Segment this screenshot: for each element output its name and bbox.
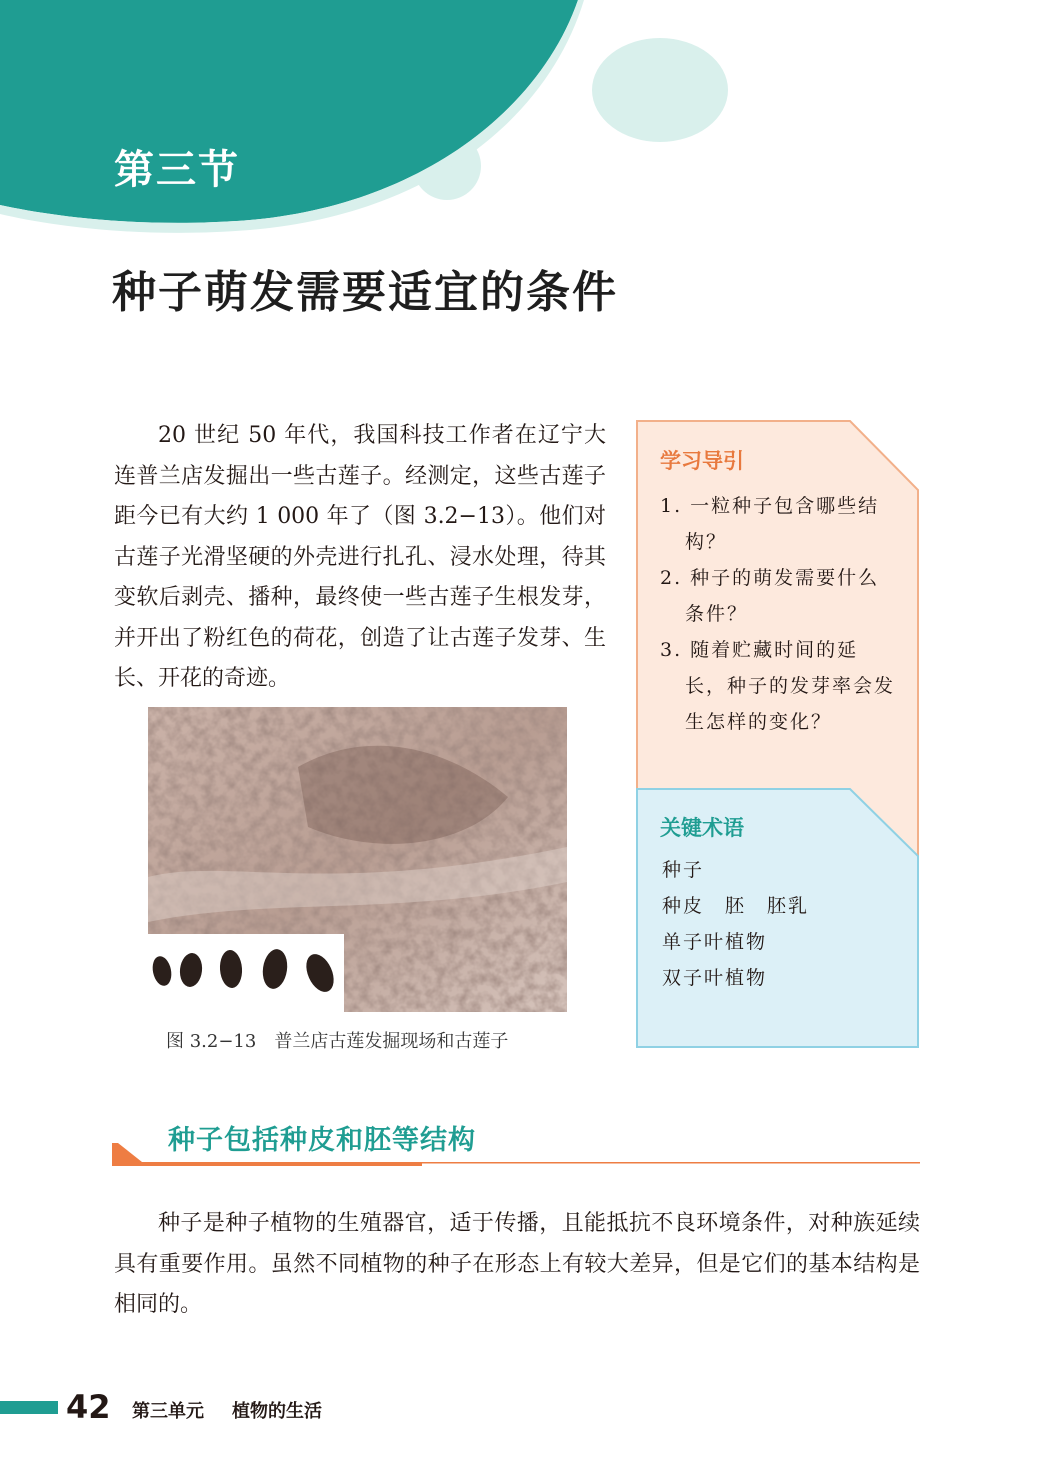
guide-list (660, 488, 900, 740)
section-label: 第三节 (114, 147, 240, 193)
terms-title: 关键术语 (660, 816, 744, 840)
guide-title: 学习导引 (660, 449, 744, 473)
terms-list (662, 852, 902, 996)
footer-bar (0, 1401, 58, 1414)
intro-paragraph: 20 世纪 50 年代，我国科技工作者在辽宁大连普兰店发掘出一些古莲子。经测定，这些古莲子距今已有大约 1 000 年了（图 3.2−13）。他们对古莲子光滑坚硬的外壳进行扎孔、浸水处理，待其变软后剥壳、播种，最终使一些古莲子生根发芽，并开出了粉红色的荷花，创造了让古莲子发芽、生长、开花的奇迹。 (114, 423, 606, 691)
figure-caption-text: 普兰店古莲发掘现场和古莲子 (274, 1031, 509, 1052)
term-item: 种子 (662, 859, 705, 881)
header-decoration (0, 0, 1048, 240)
figure-number: 图 3.2−13 (166, 1031, 257, 1052)
footer-unit: 第三单元 (132, 1401, 204, 1422)
guide-item: 1. 一粒种子包含哪些结构？ (660, 495, 880, 553)
footer-topic: 植物的生活 (232, 1401, 322, 1422)
term-item: 双子叶植物 (662, 967, 768, 989)
term-item: 单子叶植物 (662, 931, 768, 953)
excavation-photo (148, 707, 567, 1012)
section-heading (112, 1116, 920, 1166)
term-item: 种皮 胚 胚乳 (662, 895, 810, 917)
guide-item: 3. 随着贮藏时间的延长，种子的发芽率会发生怎样的变化？ (660, 639, 896, 733)
guide-item: 2. 种子的萌发需要什么条件？ (660, 567, 880, 625)
figure-caption (166, 1027, 508, 1053)
section-heading-text: 种子包括种皮和胚等结构 (168, 1125, 476, 1156)
page-number: 42 (66, 1388, 111, 1426)
body-paragraph: 种子是种子植物的生殖器官，适于传播，且能抵抗不良环境条件，对种族延续具有重要作用。虽然不同植物的种子在形态上有较大差异，但是它们的基本结构是相同的。 (114, 1211, 920, 1317)
page-title: 种子萌发需要适宜的条件 (112, 267, 618, 318)
